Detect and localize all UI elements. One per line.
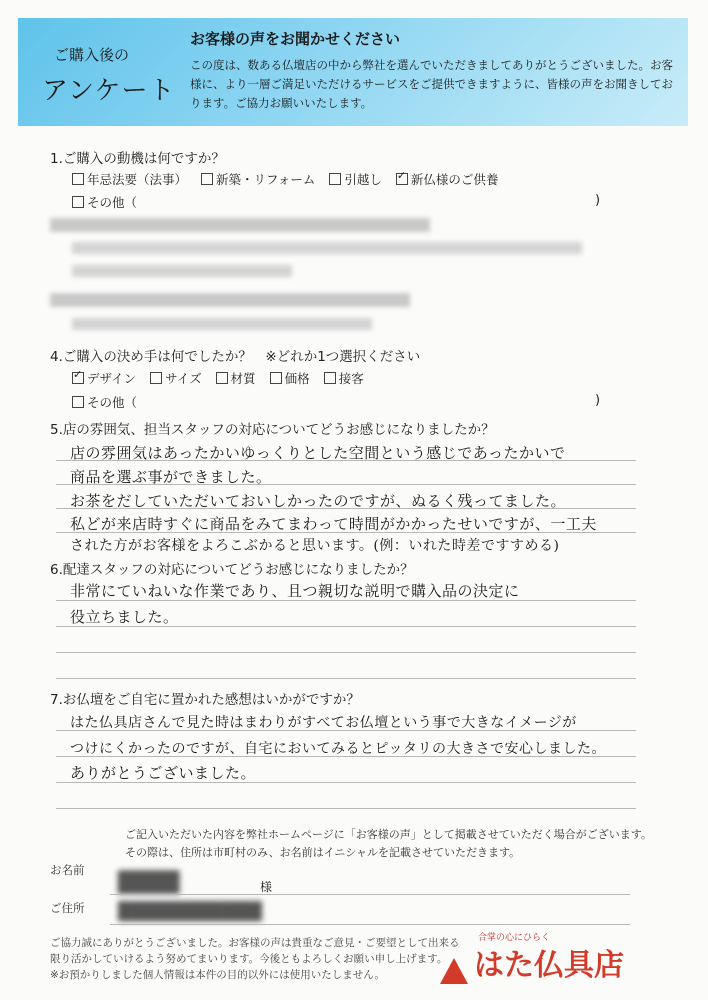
answer-line (56, 678, 636, 679)
checkbox[interactable] (201, 173, 213, 185)
option-label: デザイン (87, 371, 137, 386)
q1-option[interactable] (396, 170, 499, 188)
checkbox-checked[interactable] (72, 372, 84, 384)
q7-answer-line: つけにくかったのですが、自宅においてみるとピッタリの大きさで安心しました。 (70, 741, 606, 757)
option-label: 材質 (230, 371, 256, 386)
checkbox[interactable] (150, 372, 162, 384)
q4-option[interactable] (216, 369, 256, 387)
option-label: 新築・リフォーム (216, 172, 316, 187)
header-intro: この度は、数ある仏壇店の中から弊社を選んでいただきましてありがとうございました。お客様に、より一層ご満足いただけるサービスをご提供できますように、皆様の声をお聞きしております。ご協力お願いいたします。 (190, 58, 673, 110)
option-label: 接客 (338, 371, 364, 386)
q5-answer-line: 私どが来店時すぐに商品をみてまわって時間がかかったせいですが、一工夫 (70, 515, 597, 533)
checkbox[interactable] (324, 372, 336, 384)
answer-line (56, 652, 636, 653)
logo-tagline: 合掌の心にひらく (478, 933, 551, 943)
option-label: 価格 (284, 371, 310, 386)
q5-answer-line: 商品を選ぶ事ができました。 (70, 468, 272, 486)
checkbox-checked[interactable] (396, 173, 408, 185)
q4-option[interactable] (324, 369, 364, 387)
checkbox[interactable] (72, 396, 84, 408)
option-label: サイズ (165, 371, 202, 386)
q1-close-paren: ) (595, 193, 601, 208)
q6-answer-line: 非常にていねいな作業であり、且つ親切な説明で購入品の決定に (70, 582, 520, 600)
q6-answer-line: 役立ちました。 (70, 608, 179, 626)
q7-answer-line: ありがとうございました。 (70, 764, 257, 782)
other-label: その他（ (87, 195, 138, 210)
publication-notice: ご記入いただいた内容を弊社ホームページに「お客様の声」として掲載させていただく場合がございます。 (125, 828, 652, 841)
temple-roof-icon (440, 958, 468, 984)
redacted-address: ███████████ (118, 902, 262, 922)
header-title: アンケート (42, 76, 176, 106)
redacted-q2-options (72, 242, 582, 254)
redacted-name: ████ (118, 870, 180, 894)
q4-options (72, 369, 364, 387)
option-label: 年忌法要（法事） (87, 172, 188, 187)
q4-other[interactable] (72, 393, 137, 411)
redacted-q3-options (72, 318, 372, 330)
name-line (110, 894, 630, 895)
q1-options (72, 170, 498, 188)
question-7: 7.お仏壇をご自宅に置かれた感想はいかがですか？ (50, 692, 360, 708)
checkbox[interactable] (72, 196, 84, 208)
store-logo (440, 933, 624, 984)
header-subtitle: ご購入後の (54, 46, 130, 64)
redacted-question-3 (50, 293, 410, 307)
checkbox[interactable] (216, 372, 228, 384)
header-banner (18, 18, 688, 126)
q4-close-paren: ) (595, 393, 601, 408)
q1-other[interactable] (72, 193, 137, 211)
question-6: 6.配達スタッフの対応についてどうお感じになりましたか？ (50, 562, 414, 578)
logo-name: はた仏具店 (474, 948, 624, 983)
q1-option[interactable] (329, 170, 382, 188)
footer-text: ご協力誠にありがとうございました。お客様の声は貴重なご意見・ご要望として出来る (50, 937, 460, 949)
question-1: 1.ご購入の動機は何ですか？ (50, 151, 225, 167)
address-line (110, 924, 630, 925)
q4-option[interactable] (72, 369, 136, 387)
option-label: 新仏様のご供養 (410, 172, 499, 187)
q5-answer-line: された方がお客様をよろこぶかると思います。(例：いれた時差ですすめる) (70, 538, 560, 554)
name-suffix: 様 (260, 880, 273, 894)
redacted-question-2 (50, 218, 430, 232)
publication-notice: その際は、住所は市町村のみ、お名前はイニシャルを記載させていただきます。 (125, 846, 521, 859)
redacted-q2-options-2 (72, 265, 292, 277)
q5-answer-line: 店の雰囲気はあったかいゆっくりとした空間という感じであったかいで (70, 444, 566, 462)
q1-option[interactable] (72, 170, 187, 188)
header-heading: お客様の声をお聞かせください (190, 30, 401, 48)
footer-text: 限り活かしていけるよう努めてまいります。今後ともよろしくお願い申し上げます。 (50, 953, 448, 965)
question-4: 4.ご購入の決め手は何でしたか？ ※どれか1つ選択ください (50, 349, 421, 365)
q4-option[interactable] (270, 369, 310, 387)
checkbox[interactable] (329, 173, 341, 185)
name-label: お名前 (50, 863, 85, 877)
checkbox[interactable] (72, 173, 84, 185)
footer-text: ※お預かりしました個人情報は本件の目的以外には使用いたしません。 (50, 969, 385, 981)
address-label: ご住所 (50, 901, 85, 915)
q7-answer-line: はた仏具店さんで見た時はまわりがすべてお仏壇という事で大きなイメージが (70, 715, 577, 731)
q1-option[interactable] (201, 170, 315, 188)
answer-line (56, 808, 636, 809)
option-label: 引越し (344, 172, 382, 187)
other-label: その他（ (87, 395, 138, 410)
question-5: 5.店の雰囲気、担当スタッフの対応についてどうお感じになりましたか？ (50, 422, 495, 438)
title-box (18, 18, 178, 126)
q4-option[interactable] (150, 369, 202, 387)
q5-answer-line: お茶をだしていただいておいしかったのですが、ぬるく残ってました。 (70, 492, 567, 510)
checkbox[interactable] (270, 372, 282, 384)
